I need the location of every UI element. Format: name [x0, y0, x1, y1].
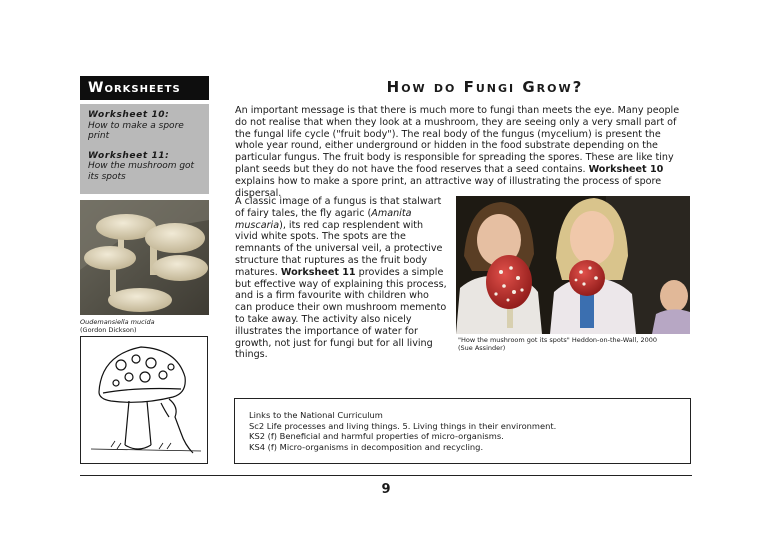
worksheet-10-ref: Worksheet 10	[588, 163, 664, 175]
mushroom-photo	[80, 200, 209, 315]
children-mushroom-photo	[456, 196, 690, 334]
caption-credit: (Gordon Dickson)	[80, 326, 137, 334]
worksheets-header: Worksheets	[80, 76, 209, 100]
worksheet-10-desc: How to make a spore print	[88, 120, 184, 141]
footer-rule	[80, 475, 692, 476]
curriculum-heading: Links to the National Curriculum	[249, 410, 383, 420]
worksheet-11-ref: Worksheet 11	[280, 266, 356, 278]
intro-text: An important message is that there is much more to fungi than meets the eye. Many people do not realise that when they look at a mushroom, they are seeing only a very small part of the fungal life cycle ("fruit body"). The real body of the fungus (mycelium) is present the whole year round, either underground or hidden in the food substrate depending on the particular fungus. The fruit body is responsible for spreading the spores. These are like tiny plant seeds but they do not have the food reserves that a seed contains.	[235, 105, 680, 175]
intro-paragraph	[235, 105, 690, 199]
curriculum-item: KS4 (f) Micro-organisms in decomposition and recycling.	[249, 441, 484, 452]
curriculum-item: KS2 (f) Beneficial and harmful properties of micro-organisms.	[249, 431, 504, 442]
fly-agaric-text-2: ), its red cap resplendent with vivid white spots. The spots are the remnants of the universal veil, a protective structure that ruptures as the fruit body matures.	[235, 219, 443, 278]
children-photo-caption	[458, 336, 690, 352]
worksheet-10-title: Worksheet 10:	[88, 110, 170, 120]
worksheet-11-desc: How the mushroom got its spots	[88, 161, 195, 182]
page-number: 9	[381, 482, 391, 497]
page-title: How do Fungi Grow?	[386, 78, 584, 96]
worksheet-11-title: Worksheet 11:	[88, 150, 170, 161]
species-name: Amanita muscaria	[235, 207, 412, 231]
caption-credit: (Sue Assinder)	[458, 344, 506, 352]
fly-agaric-text: A classic image of a fungus is that stalwart of fairy tales, the fly agaric (	[235, 196, 442, 219]
fly-agaric-text-3: provides a simple but effective way of explaining this process, and is a firm favourite with children who can produce their own mushroom memento to take away. The activity also nicely illustrates the importance of water for growth, not just for fungi but for all living things.	[235, 266, 447, 361]
caption-species: Oudemansiella mucida	[80, 318, 155, 326]
caption-title: "How the mushroom got its spots" Heddon-on-the-Wall, 2000	[458, 336, 657, 344]
mushroom-photo-caption	[80, 318, 210, 334]
curriculum-item: Sc2 Life processes and living things. 5. Living things in their environment.	[249, 420, 557, 431]
fly-agaric-paragraph	[235, 196, 448, 361]
intro-text-end: explains how to make a spore print, an attractive way of illustrating the process of spore dispersal.	[235, 175, 662, 199]
curriculum-links-box	[234, 398, 691, 464]
worksheets-list	[80, 104, 209, 194]
mushroom-sketch	[80, 336, 208, 464]
